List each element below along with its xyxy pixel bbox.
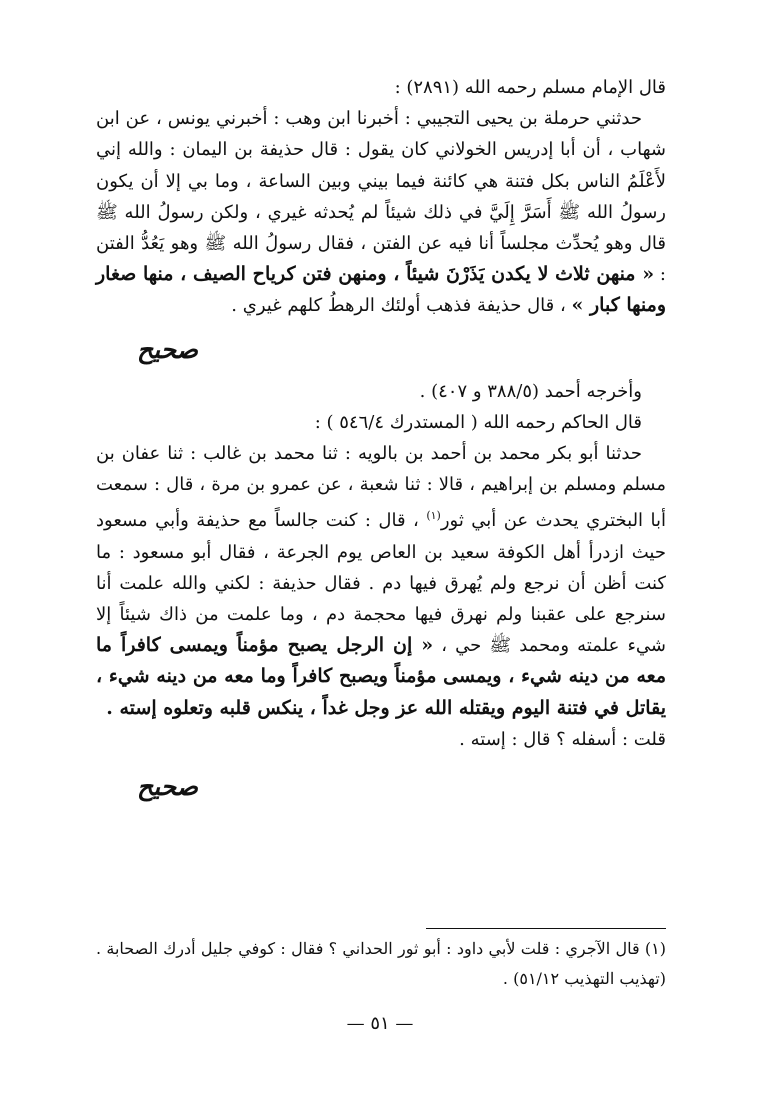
section1-narration-part1: حدثني حرملة بن يحيى التجيبي : أخبرنا ابن وهب : أخبرني يونس ، عن ابن شهاب ، أن أبا إدريس الخولاني كان يقول : قال حذيفة بن اليمان : والله إني لأَعْلَمُ الناس بكل فتنة هي كائنة فيما بيني وبين الساعة ، وما بي إلا أن يكون رسولُ الله ﷺ أَسَرَّ إِلَيَّ في ذلك شيئاً لم يُحدثه غيري ، ولكن رسولُ الله ﷺ قال وهو يُحدِّث مجلساً أنا فيه عن الفتن ، فقال رسولُ الله ﷺ وهو يَعُدُّ الفتن : (96, 108, 666, 286)
section1-narration (96, 103, 666, 321)
footnote: (١) قال الآجري : قلت لأبي داود : أبو ثور الحداني ؟ فقال : كوفي جليل أدرك الصحابة . (تهذيب التهذيب ٥١/١٢) . (96, 939, 666, 988)
page-number: — ٥١ — (346, 1013, 414, 1034)
section2-narration-part2: ، قال : كنت جالساً مع حذيفة وأبي مسعود حيث ازدرأ أهل الكوفة سعيد بن العاص يوم الجرعة ، فقال أبو مسعود : ما كنت أظن أن نرجع ولم يُهرق فيها دم . فقال حذيفة : لكني والله علمت أنا سنرجع على عقبنا ولم نهرق فيها محجمة دم ، وما علمت من ذاك شيئاً إلا شيء علمته ومحمد ﷺ حي ، (96, 510, 666, 657)
page-body (96, 72, 666, 813)
section1-narration-part2: ، قال حذيفة فذهب أولئك الرهطُ كلهم غيري . (231, 295, 566, 317)
section1-grade-label: صحيح (136, 334, 198, 364)
footnote-divider (426, 928, 666, 929)
section2-narration-part1: حدثنا أبو بكر محمد بن أحمد بن بالويه : ثنا محمد بن غالب : ثنا عفان بن مسلم ومسلم بن إبراهيم ، قالا : ثنا شعبة ، عن عمرو بن مرة ، قال : سمعت أبا البختري يحدث عن أبي ثور (96, 443, 666, 532)
section2-grade-label: صحيح (136, 772, 198, 802)
section1-intro: قال الإمام مسلم رحمه الله (٢٨٩١) : (394, 77, 666, 98)
section2-closing: قلت : أسفله ؟ قال : إسته . (459, 728, 666, 750)
footnote-marker: (١) (426, 509, 441, 523)
section2-hadith-text: « إن الرجل يصبح مؤمناً ويمسى كافراً ما معه من دينه شيء ، ويمسى مؤمناً ويصبح كافراً وما معه من دينه شيء ، يقاتل في فتنة اليوم ويقتله الله عز وجل غداً ، ينكس قلبه وتعلوه إسته . (96, 634, 666, 719)
section1-hadith-text: « منهن ثلاث لا يكدن يَذَرْنَ شيئاً ، ومنهن فتن كرياح الصيف ، منها صغار ومنها كبار » (96, 263, 666, 317)
section2-takhrij: وأخرجه أحمد (٣٨٨/٥ و ٤٠٧) . (419, 380, 642, 402)
section2-intro: قال الحاكم رحمه الله ( المستدرك ٥٤٦/٤ ) : (314, 411, 642, 433)
section2-narration (96, 438, 666, 724)
